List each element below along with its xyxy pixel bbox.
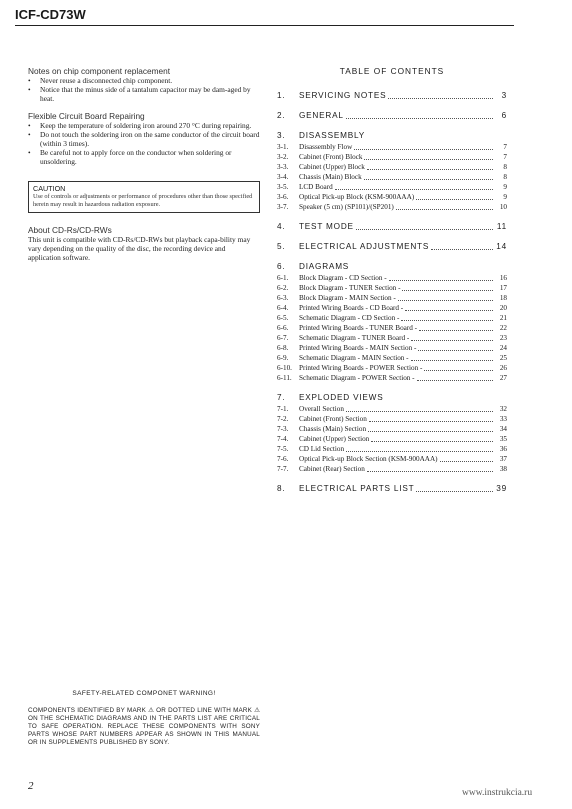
toc-number: 3-4. bbox=[277, 173, 289, 181]
caution-title: CAUTION bbox=[33, 184, 66, 193]
toc-number: 7-3. bbox=[277, 425, 289, 433]
toc-page-number: 8 bbox=[503, 163, 507, 171]
toc-item-row bbox=[277, 414, 507, 424]
toc-page-number: 32 bbox=[499, 405, 507, 413]
cdrw-text: This unit is compatible with CD-Rs/CD-RWs but playback capa-bility may vary depending on the quality of the disc, the recording device and application software. bbox=[28, 235, 251, 262]
toc-title-text: LCD Board bbox=[299, 183, 333, 191]
page-number: 2 bbox=[28, 780, 34, 792]
toc-number: 3-7. bbox=[277, 203, 289, 211]
toc-number: 4. bbox=[277, 222, 286, 231]
toc-section-row bbox=[277, 393, 507, 403]
toc-body bbox=[277, 91, 507, 494]
toc-section bbox=[277, 131, 507, 212]
toc-page-number: 38 bbox=[499, 465, 507, 473]
toc-page-number: 25 bbox=[499, 354, 507, 362]
toc-number: 6-7. bbox=[277, 334, 289, 342]
toc-item-row bbox=[277, 152, 507, 162]
toc-item-row bbox=[277, 424, 507, 434]
toc-page-number: 24 bbox=[499, 344, 507, 352]
toc-number: 6. bbox=[277, 262, 286, 271]
toc-page-number: 27 bbox=[499, 374, 507, 382]
toc-leader-dots bbox=[346, 410, 493, 412]
toc-item-row bbox=[277, 454, 507, 464]
toc-item-row bbox=[277, 333, 507, 343]
toc-item-row bbox=[277, 182, 507, 192]
toc-leader-dots bbox=[416, 198, 493, 200]
toc-leader-dots bbox=[401, 319, 493, 321]
toc-number: 2. bbox=[277, 111, 286, 120]
toc-number: 3-1. bbox=[277, 143, 289, 151]
toc-page-number: 36 bbox=[499, 445, 507, 453]
toc-item-row bbox=[277, 373, 507, 383]
toc-leader-dots bbox=[402, 289, 493, 291]
toc-page-number: 34 bbox=[499, 425, 507, 433]
toc-section-row bbox=[277, 131, 507, 141]
safety-warning-text: COMPONENTS IDENTIFIED BY MARK ⚠ OR DOTTED LINE WITH MARK ⚠ ON THE SCHEMATIC DIAGRAMS AND IN THE PARTS LIST ARE CRITICAL TO SAFE OPERATION. REPLACE THESE COMPONENTS WITH SONY PARTS WHOSE PART NUMBERS APPEAR AS SHOWN IN THIS MANUAL OR IN SUPPLEMENTS PUBLISHED BY SONY. bbox=[28, 707, 260, 746]
toc-leader-dots bbox=[411, 359, 493, 361]
toc-title-text: Printed Wiring Boards - CD Board - bbox=[299, 304, 404, 312]
toc-number: 1. bbox=[277, 91, 286, 100]
chip-notes-heading: Notes on chip component replacement bbox=[28, 66, 171, 76]
toc-leader-dots bbox=[411, 339, 493, 341]
toc-title-text: DIAGRAMS bbox=[299, 262, 350, 271]
toc-title-text: Schematic Diagram - TUNER Board - bbox=[299, 334, 410, 342]
toc-title-text: Chassis (Main) Block bbox=[299, 173, 362, 181]
toc-number: 6-6. bbox=[277, 324, 289, 332]
toc-page-number: 20 bbox=[499, 304, 507, 312]
toc-leader-dots bbox=[389, 279, 493, 281]
flex-repair-heading: Flexible Circuit Board Repairing bbox=[28, 111, 145, 121]
toc-page-number: 9 bbox=[503, 183, 507, 191]
toc-leader-dots bbox=[368, 430, 493, 432]
list-item: • Keep the temperature of soldering iron around 270 °C during repairing. bbox=[28, 121, 260, 130]
safety-warning-title: SAFETY-RELATED COMPONET WARNING! bbox=[72, 690, 216, 697]
toc-item-row bbox=[277, 162, 507, 172]
toc-leader-dots bbox=[356, 228, 493, 230]
caution-box bbox=[28, 181, 260, 213]
toc-title-text: Cabinet (Rear) Section bbox=[299, 465, 365, 473]
toc-item-row bbox=[277, 313, 507, 323]
toc-leader-dots bbox=[398, 299, 493, 301]
left-column bbox=[28, 66, 260, 262]
toc-number: 6-9. bbox=[277, 354, 289, 362]
toc-number: 6-5. bbox=[277, 314, 289, 322]
toc-title-text: ELECTRICAL PARTS LIST bbox=[299, 484, 415, 493]
toc-leader-dots bbox=[346, 117, 493, 119]
toc-page-number: 6 bbox=[501, 111, 507, 120]
model-number: ICF-CD73W bbox=[15, 7, 86, 22]
toc-section bbox=[277, 222, 507, 232]
toc-leader-dots bbox=[369, 420, 493, 422]
toc-page-number: 16 bbox=[499, 274, 507, 282]
toc-section bbox=[277, 393, 507, 474]
toc-section bbox=[277, 91, 507, 101]
toc-leader-dots bbox=[416, 490, 493, 492]
toc-page-number: 3 bbox=[501, 91, 507, 100]
toc-page-number: 23 bbox=[499, 334, 507, 342]
toc-title-text: Overall Section bbox=[299, 405, 344, 413]
caution-text: Use of controls or adjustments or performance of procedures other than those specified herein may result in hazardous radiation exposure. bbox=[33, 193, 253, 208]
toc-item-row bbox=[277, 404, 507, 414]
toc-page-number: 21 bbox=[499, 314, 507, 322]
toc-number: 7-6. bbox=[277, 455, 289, 463]
list-item: • Notice that the minus side of a tantalum capacitor may be dam-aged by heat. bbox=[28, 85, 260, 103]
toc-number: 3-2. bbox=[277, 153, 289, 161]
toc-page-number: 26 bbox=[499, 364, 507, 372]
toc-title-text: GENERAL bbox=[299, 111, 344, 120]
toc-title-text: Disassembly Flow bbox=[299, 143, 353, 151]
toc-leader-dots bbox=[371, 440, 493, 442]
toc-number: 7-7. bbox=[277, 465, 289, 473]
toc-page-number: 37 bbox=[499, 455, 507, 463]
toc-leader-dots bbox=[417, 379, 493, 381]
toc-number: 7-1. bbox=[277, 405, 289, 413]
toc-title-text: Block Diagram - MAIN Section - bbox=[299, 294, 396, 302]
toc-section bbox=[277, 262, 507, 383]
toc-title-text: Printed Wiring Boards - MAIN Section - bbox=[299, 344, 417, 352]
watermark: www.instrukcia.ru bbox=[462, 788, 533, 798]
list-item: • Do not touch the soldering iron on the same conductor of the circuit board (within 3 times). bbox=[28, 130, 260, 148]
toc-number: 7-5. bbox=[277, 445, 289, 453]
toc-title-text: Schematic Diagram - MAIN Section - bbox=[299, 354, 409, 362]
toc-item-row bbox=[277, 464, 507, 474]
safety-warning bbox=[28, 690, 260, 747]
toc-item-row bbox=[277, 172, 507, 182]
toc-leader-dots bbox=[440, 460, 493, 462]
toc-title-text: Cabinet (Front) Section bbox=[299, 415, 367, 423]
toc-title-text: Cabinet (Upper) Section bbox=[299, 435, 370, 443]
toc-page-number: 35 bbox=[499, 435, 507, 443]
toc-number: 3. bbox=[277, 131, 286, 140]
toc-item-row bbox=[277, 363, 507, 373]
toc-leader-dots bbox=[364, 178, 493, 180]
toc-title-text: Cabinet (Front) Block bbox=[299, 153, 363, 161]
toc-leader-dots bbox=[335, 188, 493, 190]
toc-title-text: TEST MODE bbox=[299, 222, 354, 231]
toc-title-text: Schematic Diagram - POWER Section - bbox=[299, 374, 415, 382]
toc-leader-dots bbox=[367, 470, 493, 472]
toc-section-row bbox=[277, 222, 507, 232]
toc-number: 6-3. bbox=[277, 294, 289, 302]
toc-page-number: 9 bbox=[503, 193, 507, 201]
toc-item-row bbox=[277, 283, 507, 293]
toc-number: 7-2. bbox=[277, 415, 289, 423]
toc-item-row bbox=[277, 434, 507, 444]
toc-title-text: EXPLODED VIEWS bbox=[299, 393, 384, 402]
toc-title-text: DISASSEMBLY bbox=[299, 131, 365, 140]
toc-section-row bbox=[277, 262, 507, 272]
toc-item-row bbox=[277, 273, 507, 283]
toc-number: 6-10. bbox=[277, 364, 292, 372]
toc-leader-dots bbox=[396, 208, 493, 210]
toc-item-row bbox=[277, 192, 507, 202]
toc-leader-dots bbox=[418, 349, 493, 351]
toc-leader-dots bbox=[431, 248, 493, 250]
toc-title-text: Cabinet (Upper) Block bbox=[299, 163, 365, 171]
toc-leader-dots bbox=[346, 450, 493, 452]
cdrw-heading: About CD-Rs/CD-RWs bbox=[28, 225, 112, 235]
chip-notes-list bbox=[28, 76, 260, 103]
toc-number: 3-6. bbox=[277, 193, 289, 201]
toc-item-row bbox=[277, 293, 507, 303]
toc-title-text: Block Diagram - TUNER Section - bbox=[299, 284, 401, 292]
toc-title-text: Block Diagram - CD Section - bbox=[299, 274, 387, 282]
toc-section bbox=[277, 242, 507, 252]
toc-title-text: Printed Wiring Boards - TUNER Board - bbox=[299, 324, 418, 332]
toc-title-text: Schematic Diagram - CD Section - bbox=[299, 314, 400, 322]
toc-leader-dots bbox=[405, 309, 493, 311]
toc-number: 6-8. bbox=[277, 344, 289, 352]
toc-section-row bbox=[277, 91, 507, 101]
toc-title-text: Optical Pick-up Block (KSM-900AAA) bbox=[299, 193, 415, 201]
toc-number: 8. bbox=[277, 484, 286, 493]
header-rule bbox=[15, 25, 514, 26]
toc-page-number: 8 bbox=[503, 173, 507, 181]
toc-item-row bbox=[277, 202, 507, 212]
toc-section bbox=[277, 484, 507, 494]
toc-number: 5. bbox=[277, 242, 286, 251]
toc-page-number: 33 bbox=[499, 415, 507, 423]
toc-leader-dots bbox=[388, 97, 493, 99]
toc-number: 6-11. bbox=[277, 374, 292, 382]
toc-item-row bbox=[277, 323, 507, 333]
toc-number: 3-3. bbox=[277, 163, 289, 171]
toc-number: 7. bbox=[277, 393, 286, 402]
toc-page-number: 39 bbox=[496, 484, 507, 493]
toc-section-row bbox=[277, 111, 507, 121]
flex-repair-list bbox=[28, 121, 260, 166]
toc-leader-dots bbox=[364, 158, 493, 160]
toc-section bbox=[277, 111, 507, 121]
toc-item-row bbox=[277, 303, 507, 313]
toc-number: 7-4. bbox=[277, 435, 289, 443]
toc-title-text: ELECTRICAL ADJUSTMENTS bbox=[299, 242, 430, 251]
toc-page-number: 17 bbox=[499, 284, 507, 292]
toc-item-row bbox=[277, 353, 507, 363]
toc-title-text: Speaker (5 cm) (SP101)/(SP201) bbox=[299, 203, 394, 211]
toc-title-text: Printed Wiring Boards - POWER Section - bbox=[299, 364, 423, 372]
toc-number: 3-5. bbox=[277, 183, 289, 191]
toc-leader-dots bbox=[419, 329, 493, 331]
toc-item-row bbox=[277, 444, 507, 454]
toc-number: 6-1. bbox=[277, 274, 289, 282]
toc-title-text: Chassis (Main) Section bbox=[299, 425, 367, 433]
toc-page-number: 18 bbox=[499, 294, 507, 302]
toc-leader-dots bbox=[367, 168, 493, 170]
table-of-contents bbox=[277, 66, 507, 504]
toc-page-number: 14 bbox=[496, 242, 507, 251]
toc-section-row bbox=[277, 484, 507, 494]
toc-page-number: 7 bbox=[503, 143, 507, 151]
list-item: • Be careful not to apply force on the conductor when soldering or unsoldering. bbox=[28, 148, 260, 166]
toc-title-text: SERVICING NOTES bbox=[299, 91, 387, 100]
toc-item-row bbox=[277, 343, 507, 353]
toc-page-number: 11 bbox=[496, 222, 507, 231]
toc-item-row bbox=[277, 142, 507, 152]
list-item: • Never reuse a disconnected chip component. bbox=[28, 76, 260, 85]
toc-section-row bbox=[277, 242, 507, 252]
toc-title: TABLE OF CONTENTS bbox=[339, 66, 445, 76]
toc-page-number: 10 bbox=[499, 203, 507, 211]
toc-page-number: 22 bbox=[499, 324, 507, 332]
toc-title-text: Optical Pick-up Block Section (KSM-900AAA) bbox=[299, 455, 438, 463]
toc-number: 6-2. bbox=[277, 284, 289, 292]
toc-page-number: 7 bbox=[503, 153, 507, 161]
toc-title-text: CD Lid Section bbox=[299, 445, 345, 453]
toc-leader-dots bbox=[354, 148, 493, 150]
toc-leader-dots bbox=[424, 369, 493, 371]
toc-number: 6-4. bbox=[277, 304, 289, 312]
